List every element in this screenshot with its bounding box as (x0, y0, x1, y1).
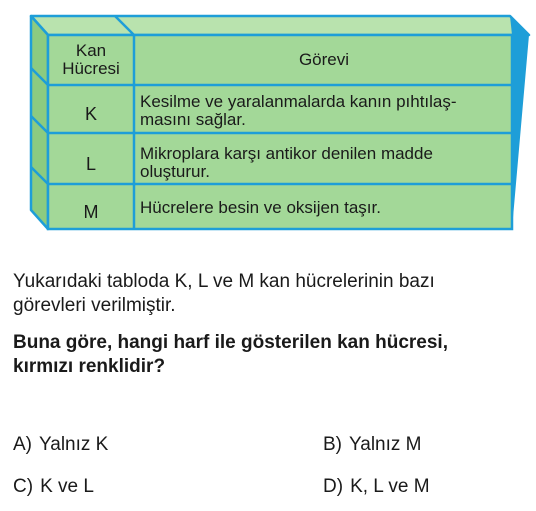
row-desc-k (140, 93, 512, 129)
option-d[interactable] (323, 475, 430, 499)
header-kan-line1: Kan (75, 41, 107, 60)
row-desc-k-line1: Kesilme ve yaralanmalarda kanın pıhtılaş- (140, 92, 457, 111)
header-gorevi: Görevi (298, 50, 350, 69)
option-d-text: K, L ve M (350, 476, 430, 497)
option-b-text: Yalnız M (349, 434, 422, 455)
row-desc-l-line2: oluşturur. (140, 162, 210, 181)
option-c-letter: C) (13, 476, 34, 497)
option-d-letter: D) (323, 476, 344, 497)
question-stem-line1: Yukarıdaki tabloda K, L ve M kan hücrelerinin bazı (13, 271, 435, 292)
question-prompt-line2: kırmızı renklidir? (13, 356, 166, 377)
header-kan-hucresi (48, 42, 134, 78)
option-a[interactable] (13, 433, 108, 457)
option-a-text: Yalnız K (39, 434, 109, 455)
row-letter-l: L (85, 154, 96, 174)
option-c-text: K ve L (40, 476, 94, 497)
table-top-face (31, 16, 529, 35)
row-desc-m-line1: Hücrelere besin ve oksijen taşır. (140, 198, 381, 217)
question-prompt (13, 331, 529, 379)
option-b[interactable] (323, 433, 422, 457)
row-desc-k-line2: masını sağlar. (140, 110, 246, 129)
question-prompt-line1: Buna göre, hangi harf ile gösterilen kan hücresi, (13, 332, 448, 353)
table-right-face (510, 16, 529, 229)
question-stem (13, 270, 529, 318)
table-left-face (31, 16, 48, 229)
option-a-letter: A) (13, 434, 32, 455)
option-b-letter: B) (323, 434, 342, 455)
question-stem-line2: görevleri verilmiştir. (13, 295, 176, 316)
option-c[interactable] (13, 475, 94, 499)
blood-cell-table (0, 0, 536, 240)
row-desc-l-line1: Mikroplara karşı antikor denilen madde (140, 144, 433, 163)
row-letter-m: M (83, 202, 99, 222)
header-kan-line2: Hücresi (62, 59, 120, 78)
row-desc-l (140, 145, 512, 181)
row-letter-k: K (84, 104, 97, 124)
row-desc-m (140, 199, 512, 217)
